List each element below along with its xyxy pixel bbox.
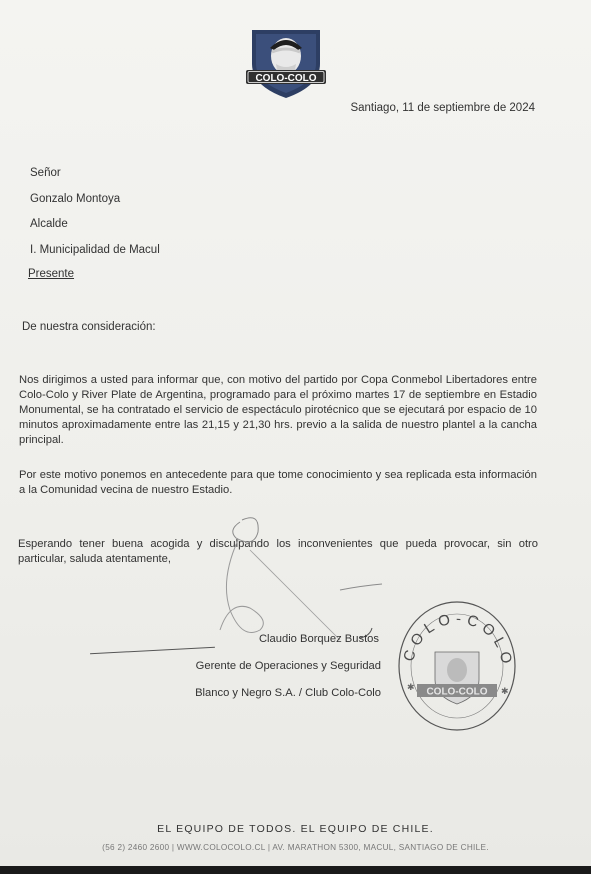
club-logo bbox=[246, 24, 326, 100]
stamp-arc-text: COLO-COLO bbox=[400, 610, 516, 670]
body-paragraph-2: Por este motivo ponemos en antecedente para que tome conocimiento y sea replicada esta información a la Comunidad vecina de nuestro Estadio. bbox=[19, 469, 537, 496]
signer-name: Claudio Borquez Bustos bbox=[258, 633, 379, 645]
footer-contact: (56 2) 2460 2600 | WWW.COLOCOLO.CL | AV. MARATHON 5300, MACUL, SANTIAGO DE CHILE. bbox=[102, 843, 489, 852]
shield-icon bbox=[246, 24, 326, 100]
stamp-banner-text: COLO-COLO bbox=[426, 686, 488, 698]
recipient-present: Presente bbox=[28, 268, 75, 280]
body-paragraph-1: Nos dirigimos a usted para informar que, con motivo del partido por Copa Conmebol Libertadores entre Colo-Colo y River Plate de Argentina, programado para el próximo martes 17 de septiembre en Estadio Monumental, se ha contratado el servicio de espectáculo pirotécnico que se ejecutará por espacio de 10 minutos aproximadamente entre las 21,15 y 21,30 hrs. previo a la salida de nuestro plantel a la cancha principal. bbox=[19, 374, 537, 446]
stamp-star-right-icon: ✱ bbox=[501, 686, 509, 696]
logo-text: COLO-COLO bbox=[255, 73, 317, 84]
club-stamp bbox=[395, 598, 520, 733]
signer-company: Blanco y Negro S.A. / Club Colo-Colo bbox=[195, 687, 381, 699]
page-edge-shadow bbox=[0, 866, 591, 874]
recipient-salutation: Señor bbox=[30, 167, 61, 179]
recipient-title: Alcalde bbox=[30, 218, 68, 230]
footer-motto: EL EQUIPO DE TODOS. EL EQUIPO DE CHILE. bbox=[157, 823, 434, 835]
closing-paragraph: Esperando tener buena acogida y disculpando los inconvenientes que pueda provocar, sin otro particular, saluda atentamente, bbox=[18, 538, 538, 565]
greeting: De nuestra consideración: bbox=[22, 321, 156, 333]
recipient-name: Gonzalo Montoya bbox=[30, 193, 121, 205]
letter-date: Santiago, 11 de septiembre de 2024 bbox=[350, 102, 535, 114]
signer-position: Gerente de Operaciones y Seguridad bbox=[195, 660, 381, 672]
recipient-organization: I. Municipalidad de Macul bbox=[30, 244, 160, 256]
stamp-star-left-icon: ✱ bbox=[407, 682, 415, 692]
